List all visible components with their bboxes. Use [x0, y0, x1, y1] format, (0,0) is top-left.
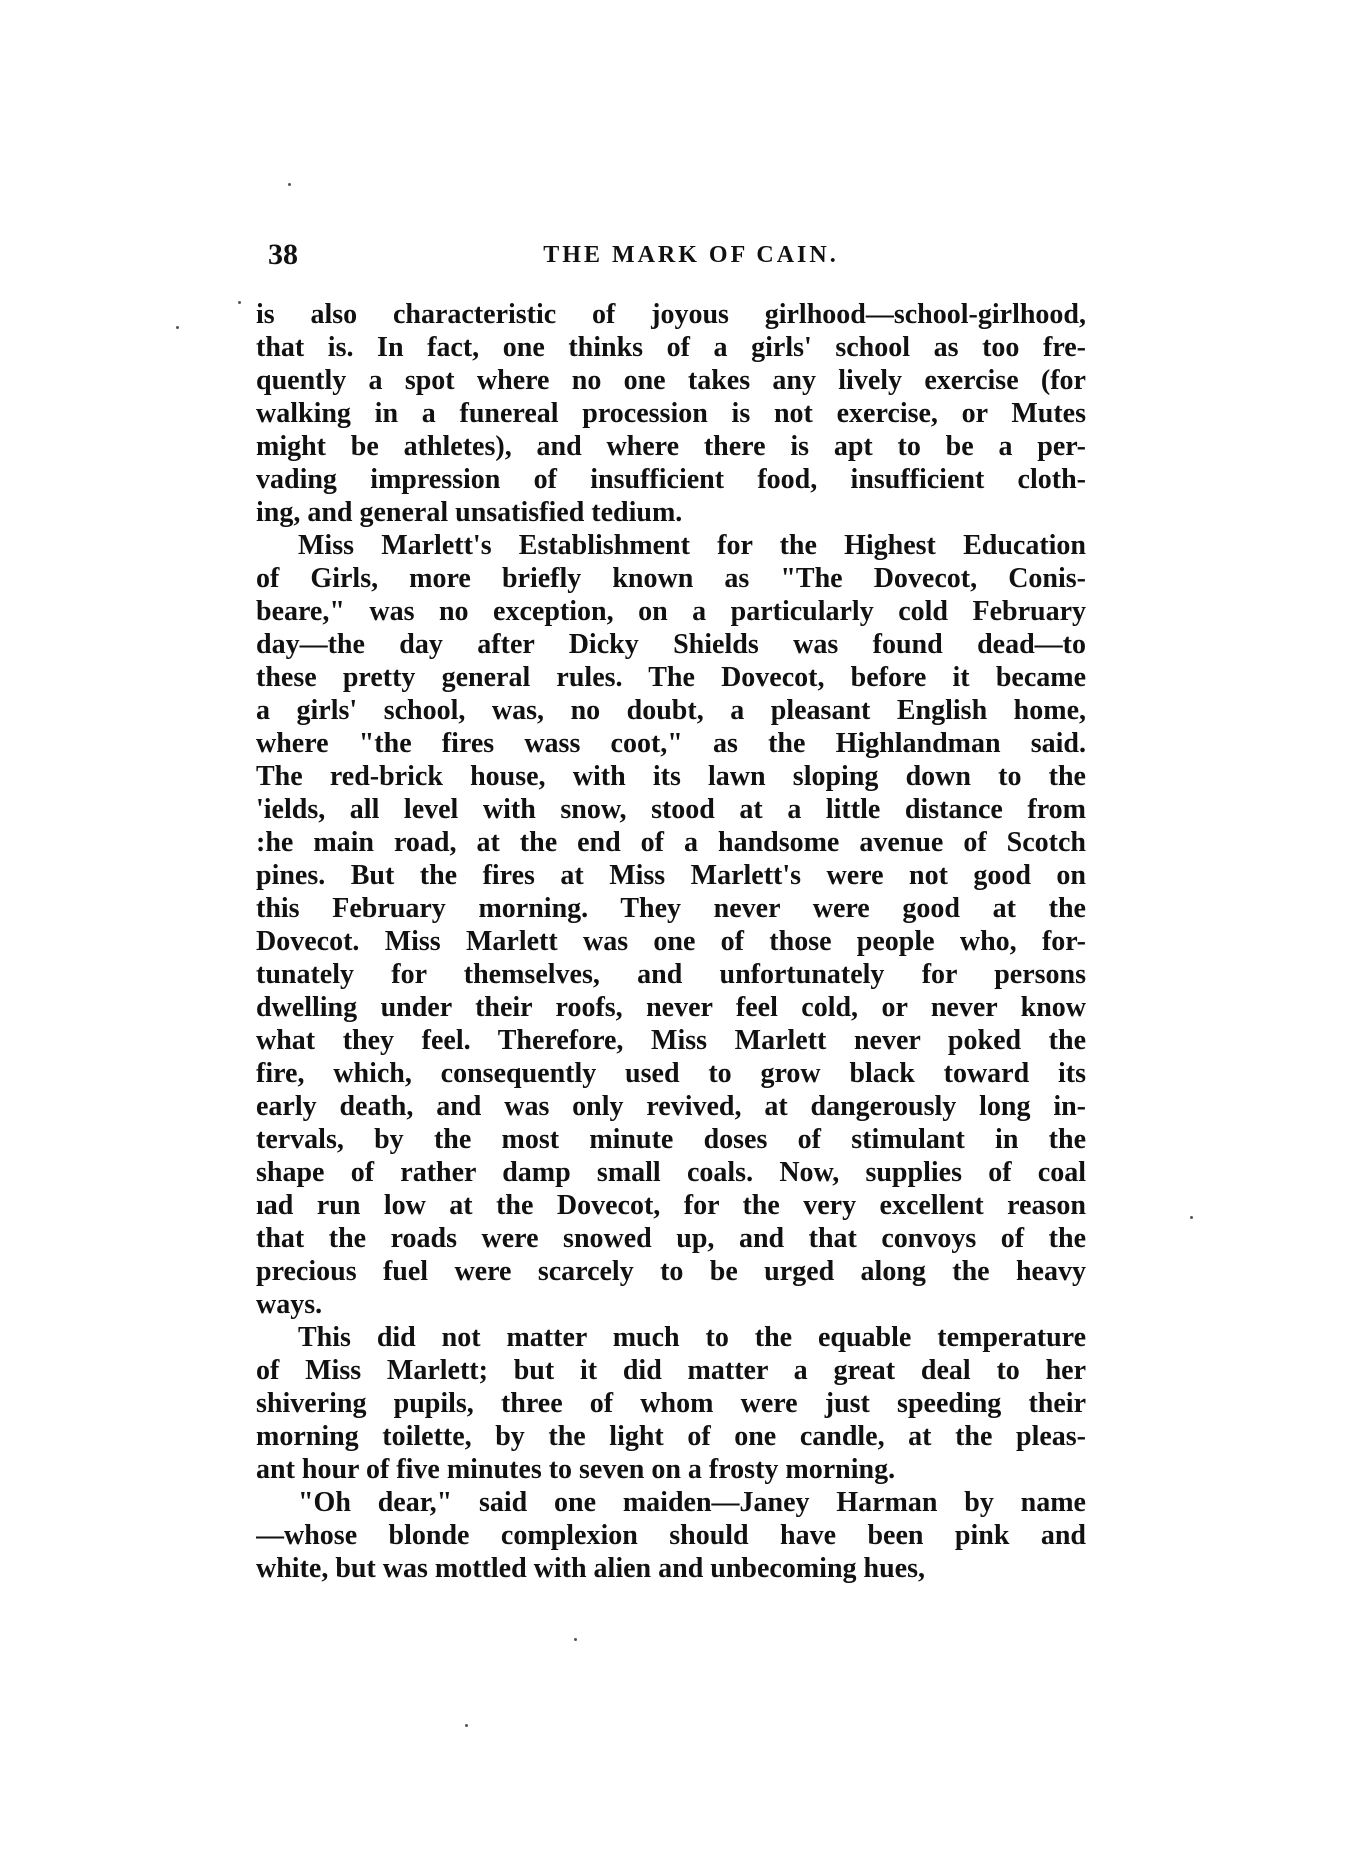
- text-line: of Girls, more briefly known as "The Dovecot, Conis-: [256, 563, 1086, 594]
- paragraph: [256, 1486, 1086, 1585]
- paragraph: [256, 1321, 1086, 1486]
- text-line: "Oh dear," said one maiden—Janey Harman by name: [298, 1487, 1086, 1518]
- text-line: these pretty general rules. The Dovecot, before it became: [256, 662, 1086, 693]
- text-line: shape of rather damp small coals. Now, supplies of coal: [256, 1157, 1086, 1188]
- text-line: beare," was no exception, on a particularly cold February: [256, 596, 1086, 627]
- text-line: pines. But the fires at Miss Marlett's were not good on: [256, 860, 1086, 891]
- text-line: morning toilette, by the light of one candle, at the pleas-: [256, 1421, 1086, 1452]
- text-line: this February morning. They never were good at the: [256, 893, 1086, 924]
- text-line: a girls' school, was, no doubt, a pleasant English home,: [256, 695, 1086, 726]
- running-head: [256, 238, 1086, 278]
- text-line: fire, which, consequently used to grow black toward its: [256, 1058, 1086, 1089]
- text-line: —whose blonde complexion should have been pink and: [256, 1520, 1086, 1551]
- text-line: tunately for themselves, and unfortunately for persons: [256, 959, 1086, 990]
- body-text: [256, 298, 1086, 1585]
- page-number: 38: [268, 238, 298, 271]
- text-line: shivering pupils, three of whom were just speeding their: [256, 1388, 1086, 1419]
- text-line: quently a spot where no one takes any lively exercise (for: [256, 365, 1086, 396]
- text-line: that is. In fact, one thinks of a girls' school as too fre-: [256, 332, 1086, 363]
- text-line: 'ields, all level with snow, stood at a little distance from: [256, 794, 1086, 825]
- paragraph: [256, 298, 1086, 529]
- text-line: ıad run low at the Dovecot, for the very excellent reason: [256, 1190, 1086, 1221]
- text-line: walking in a funereal procession is not exercise, or Mutes: [256, 398, 1086, 429]
- text-line: :he main road, at the end of a handsome avenue of Scotch: [256, 827, 1086, 858]
- text-line: The red-brick house, with its lawn sloping down to the: [256, 761, 1086, 792]
- text-line: day—the day after Dicky Shields was found dead—to: [256, 629, 1086, 660]
- text-line: precious fuel were scarcely to be urged along the heavy: [256, 1256, 1086, 1287]
- text-line: white, but was mottled with alien and unbecoming hues,: [256, 1553, 925, 1584]
- text-line: Dovecot. Miss Marlett was one of those people who, for-: [256, 926, 1086, 957]
- paragraph: [256, 529, 1086, 1321]
- text-line: ing, and general unsatisfied tedium.: [256, 497, 683, 528]
- text-line: dwelling under their roofs, never feel cold, or never know: [256, 992, 1086, 1023]
- text-line: what they feel. Therefore, Miss Marlett never poked the: [256, 1025, 1086, 1056]
- text-line: vading impression of insufficient food, insufficient cloth-: [256, 464, 1086, 495]
- text-line: is also characteristic of joyous girlhood—school-girlhood,: [256, 299, 1086, 330]
- text-line: This did not matter much to the equable temperature: [298, 1322, 1086, 1353]
- text-line: where "the fires wass coot," as the Highlandman said.: [256, 728, 1086, 759]
- text-line: might be athletes), and where there is apt to be a per-: [256, 431, 1086, 462]
- text-line: ant hour of five minutes to seven on a frosty morning.: [256, 1454, 896, 1485]
- text-line: tervals, by the most minute doses of stimulant in the: [256, 1124, 1086, 1155]
- text-line: ways.: [256, 1289, 323, 1320]
- text-line: Miss Marlett's Establishment for the Highest Education: [298, 530, 1086, 561]
- text-line: early death, and was only revived, at dangerously long in-: [256, 1091, 1086, 1122]
- text-line: of Miss Marlett; but it did matter a great deal to her: [256, 1355, 1086, 1386]
- running-title: THE MARK OF CAIN.: [543, 242, 839, 268]
- text-line: that the roads were snowed up, and that convoys of the: [256, 1223, 1086, 1254]
- book-page: [256, 238, 1086, 1585]
